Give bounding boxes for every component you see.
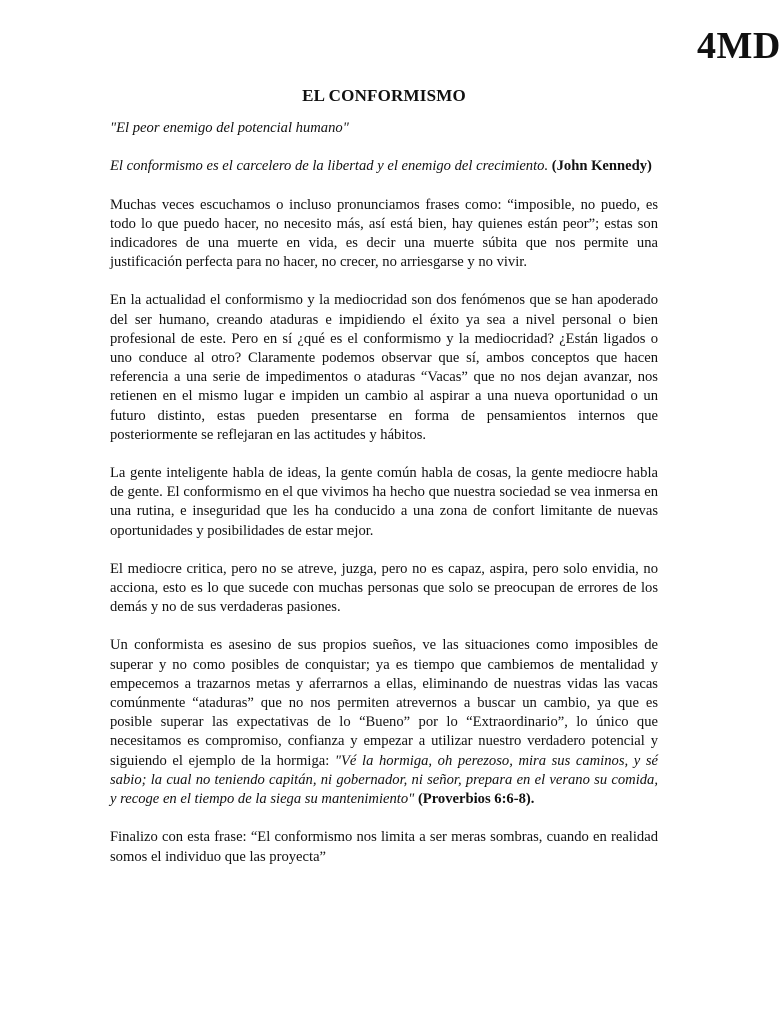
epigraph [110,157,658,176]
document-subtitle: "El peor enemigo del potencial humano" [110,120,349,137]
paragraph-final: Finalizo con esta frase: “El conformismo nos limita a ser meras sombras, cuando en realidad somos el individuo que las proyecta” [110,829,658,865]
document-title: EL CONFORMISMO [302,86,466,105]
paragraph-4: El mediocre critica, pero no se atreve, juzga, pero no es capaz, aspira, pero solo envidia, no acciona, esto es lo que sucede con muchas personas que solo se preocupan de errores de los demás y no de sus verdaderas pasiones. [110,560,658,616]
paragraph-2: En la actualidad el conformismo y la mediocridad son dos fenómenos que se han apoderado del ser humano, creando ataduras e impidiendo el éxito ya sea a nivel personal o bien profesional de este. Pero en sí ¿qué es el conformismo y la mediocridad? ¿Están ligados o uno conduce al otro? Claramente podemos observar que sí, ambos conceptos que hacen referencia a una serie de impedimentos o ataduras “Vacas” que no nos dejan avanzar, nos retienen en el mismo lugar e impiden un cambio al aspirar a una nueva oportunidad o un futuro distinto, estas pueden presentarse en forma de pensamientos internos que posteriormente se reflejaran en las actitudes y hábitos. [110,292,658,443]
paragraph-3: La gente inteligente habla de ideas, la gente común habla de cosas, la gente mediocre habla de gente. El conformismo en el que vivimos ha hecho que nuestra sociedad se vea inmersa en una rutina, e inseguridad que les ha conducido a una zona de confort limitante de nuevas oportunidades y posibilidades de estar mejor. [110,465,658,539]
proverb-citation: (Proverbios 6:6-8). [417,791,535,808]
epigraph-author: (John Kennedy) [551,158,652,175]
paragraph-5 [110,636,658,809]
document-code: 4MD [697,25,781,67]
paragraph-1: Muchas veces escuchamos o incluso pronunciamos frases como: “imposible, no puedo, es todo lo que puedo hacer, no necesito más, así está bien, hay quienes están peor”; estas son indicadores de una muerte en vida, es decir una muerte súbita que nos permite una justificación perfecta para no hacer, no crecer, no arriesgarse y no vivir. [110,196,658,271]
proverb-quote: "Vé la hormiga, oh perezoso, mira sus caminos, y sé sabio; la cual no teniendo capitán, ni gobernador, ni señor, prepara en el verano su comida, y recoge en el tiempo de la siega su mantenimiento" [110,752,658,808]
document-body [110,86,658,886]
paragraph-5-text: Un conformista es asesino de sus propios sueños, ve las situaciones como imposibles de superar y no como posibles de conquistar; ya es tiempo que cambiemos de mentalidad y empecemos a trazarnos metas y aferrarnos a ellas, eliminando de nuestras vidas las vacas comúnmente “ataduras” que no nos permiten atrevernos a buscar un cambio, ya que es posible superar las expectativas de lo “Bueno” por lo “Extraordinario”, lo único que necesitamos es compromiso, confianza y empezar a utilizar nuestro verdadero potencial y siguiendo el ejemplo de la hormiga: [110,637,658,769]
epigraph-quote: El conformismo es el carcelero de la libertad y el enemigo del crecimiento. [110,158,549,175]
